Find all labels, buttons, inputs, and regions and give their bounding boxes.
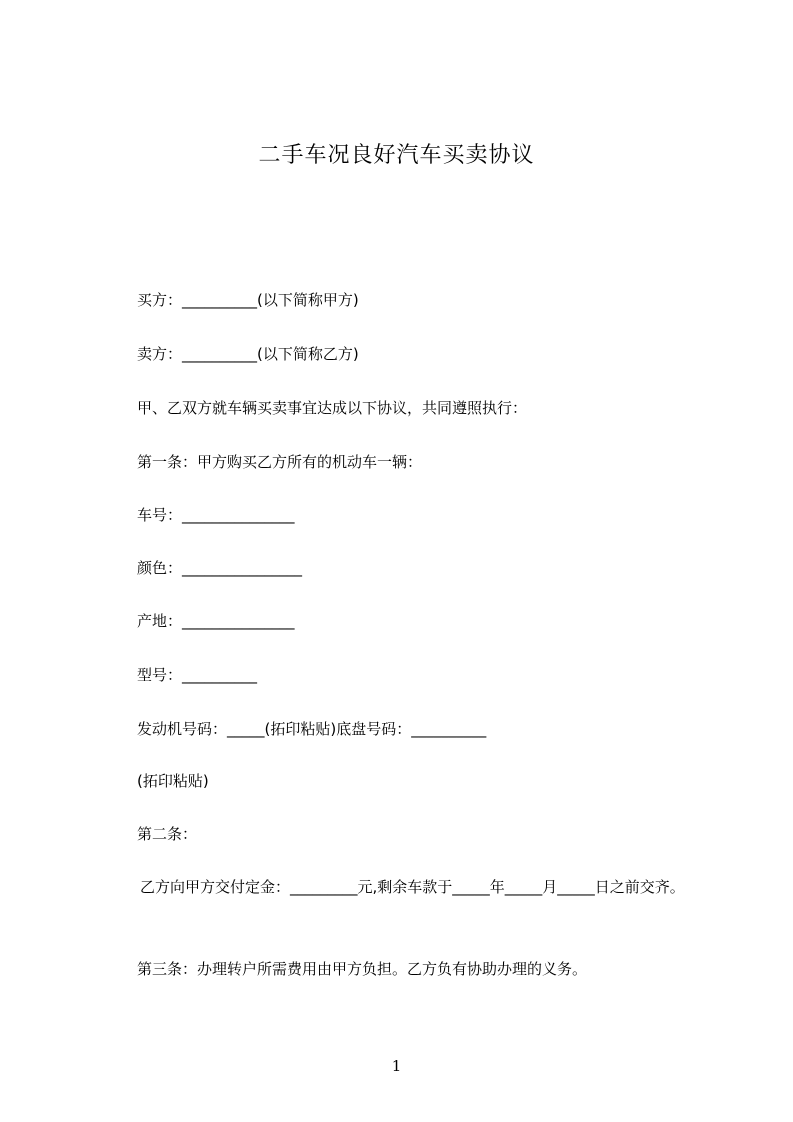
plate-number-line: 车号：_______________ <box>137 506 295 524</box>
page-number: 1 <box>391 1057 402 1075</box>
engine-chassis-line: 发动机号码：_____(拓印粘贴)底盘号码：__________ <box>137 720 487 738</box>
origin-line: 产地：_______________ <box>137 612 295 630</box>
deposit-paragraph: 乙方向甲方交付定金：_________元,剩余车款于_____年_____月_____日之前交齐。 <box>140 878 685 896</box>
article-1-heading: 第一条：甲方购买乙方所有的机动车一辆： <box>137 453 423 471</box>
model-line: 型号：__________ <box>137 666 258 684</box>
rubbing-line: (拓印粘贴) <box>137 772 209 790</box>
buyer-line: 买方：__________(以下简称甲方) <box>137 291 359 309</box>
document-title: 二手车况良好汽车买卖协议 <box>258 143 535 168</box>
seller-line: 卖方：__________(以下简称乙方) <box>137 345 359 363</box>
article-2-heading: 第二条： <box>137 825 198 843</box>
article-3-line: 第三条：办理转户所需费用由甲方负担。乙方负有协助办理的义务。 <box>137 960 588 978</box>
color-line: 颜色：________________ <box>137 559 303 577</box>
intro-line: 甲、乙双方就车辆买卖事宜达成以下协议，共同遵照执行： <box>137 399 528 417</box>
